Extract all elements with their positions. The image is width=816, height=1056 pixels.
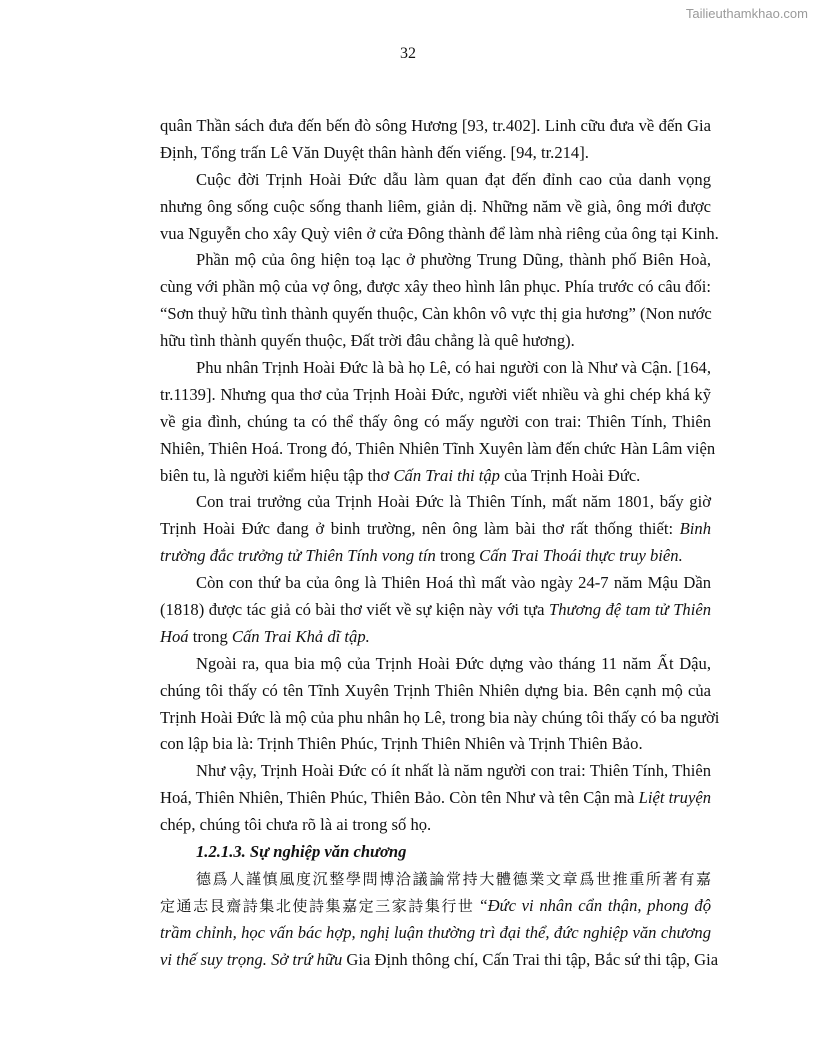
italic-text: Thương đệ tam tử Thiên: [548, 600, 711, 620]
text-segment: con lập bia là: Trịnh Thiên Phúc, Trịnh Thiên Nhiên và Trịnh Thiên Bảo.: [160, 734, 643, 754]
text-line: [160, 328, 711, 355]
paragraph: [160, 355, 716, 489]
text-segment: Phần mộ của ông hiện toạ lạc ở phường Trung Dũng, thành phố Biên Hoà,: [196, 250, 711, 270]
text-segment: Gia Định thông chí, Cấn Trai thi tập, Bắc sứ thi tập, Gia: [342, 949, 719, 969]
text-segment: cùng với phần mộ của vợ ông, được xây theo hình lân phục. Phía trước có câu đối:: [160, 277, 711, 297]
italic-text: Cấn Trai thi tập: [393, 465, 500, 485]
text-line: [160, 678, 711, 705]
text-line: [160, 839, 711, 866]
italic-text: Liệt truyện: [638, 788, 711, 808]
text-line: [160, 893, 711, 920]
text-line: [160, 140, 711, 167]
text-segment: (1818) được tác giả có bài thơ viết về sự kiện này với tựa: [160, 600, 549, 620]
text-segment: chúng tôi thấy có tên Tĩnh Xuyên Trịnh Thiên Nhiên dựng bia. Bên cạnh mộ của: [160, 680, 711, 700]
paragraph: [160, 247, 711, 355]
text-segment: nhưng ông sống cuộc sống thanh liêm, giản dị. Những năm về già, ông mới được: [160, 196, 711, 216]
text-line: [160, 194, 711, 221]
text-line: [160, 812, 711, 839]
text-segment: “: [474, 895, 488, 915]
paragraph: [160, 570, 711, 651]
chinese-text: 定通志艮齋詩集北使詩集嘉定三家詩集行世: [160, 896, 475, 915]
text-line: [160, 570, 711, 597]
text-segment: Định, Tổng trấn Lê Văn Duyệt thân hành đến viếng. [94, tr.214].: [160, 142, 589, 162]
text-line: [160, 785, 711, 812]
paragraph: [160, 651, 720, 759]
paragraph: [160, 167, 719, 248]
text-segment: Cuộc đời Trịnh Hoài Đức dẫu làm quan đạt đến đỉnh cao của danh vọng: [196, 169, 711, 189]
paragraph: [160, 113, 711, 167]
text-line: [160, 489, 711, 516]
text-segment: biên tu, là người kiểm hiệu tập thơ: [160, 465, 394, 485]
text-segment: Phu nhân Trịnh Hoài Đức là bà họ Lê, có hai người con là Như và Cận. [164,: [196, 358, 711, 378]
text-line: [160, 167, 711, 194]
italic-text: trầm chỉnh, học vấn bác hợp, nghị luận thường trì đại thể, đức nghiệp văn chương: [160, 922, 711, 942]
text-segment: Trịnh Hoài Đức là mộ của phu nhân họ Lê, trong bia này chúng tôi thấy có ba người: [160, 707, 720, 727]
italic-text: vi thế suy trọng. Sở trứ hữu: [160, 949, 343, 969]
watermark: Tailieuthamkhao.com: [685, 6, 808, 21]
text-segment: Trịnh Hoài Đức đang ở binh trường, nên ông làm bài thơ rất thống thiết:: [160, 519, 680, 539]
text-segment: Còn con thứ ba của ông là Thiên Hoá thì mất vào ngày 24-7 năm Mậu Dần: [196, 573, 711, 593]
text-line: [160, 113, 711, 140]
paragraph: [160, 489, 711, 570]
text-segment: Nhiên, Thiên Hoá. Trong đó, Thiên Nhiên Tĩnh Xuyên làm đến chức Hàn Lâm viện: [160, 438, 716, 458]
text-segment: chép, chúng tôi chưa rõ là ai trong số họ.: [160, 815, 432, 835]
text-line: [160, 866, 711, 893]
text-line: [160, 947, 719, 974]
text-segment: trong: [188, 626, 232, 646]
chinese-text: 德爲人謹慎風度沉整學問博洽議論常持大體德業文章爲世推重所著有嘉: [196, 869, 711, 888]
text-segment: trong: [435, 546, 480, 566]
italic-text: Cấn Trai Khả dĩ tập.: [231, 626, 370, 646]
text-segment: Con trai trưởng của Trịnh Hoài Đức là Thiên Tính, mất năm 1801, bấy giờ: [196, 492, 711, 512]
paragraph: [160, 758, 711, 839]
text-segment: 1.2.1.3. Sự nghiệp văn chương: [196, 842, 407, 862]
text-line: [160, 920, 711, 947]
text-line: [160, 409, 711, 436]
text-line: [160, 247, 711, 274]
text-line: [160, 436, 716, 463]
text-line: [160, 543, 711, 570]
page-number: 32: [400, 45, 416, 62]
text-line: [160, 731, 711, 758]
text-line: [160, 705, 720, 732]
text-line: [160, 463, 711, 490]
paragraph: [160, 866, 719, 974]
text-line: [160, 758, 711, 785]
italic-text: Binh: [679, 519, 711, 539]
text-line: [160, 301, 711, 328]
italic-text: Cấn Trai Thoái thực truy biên.: [479, 546, 683, 566]
text-segment: hữu tình thành quyến thuộc, Đất trời đâu chẳng là quê hương).: [160, 331, 575, 351]
text-line: [160, 274, 711, 301]
text-segment: Ngoài ra, qua bia mộ của Trịnh Hoài Đức dựng vào tháng 11 năm Ất Dậu,: [196, 653, 711, 673]
document-body: [160, 113, 720, 974]
text-segment: “Sơn thuỷ hữu tình thành quyến thuộc, Càn khôn vô vực thị gia hương” (Non nước: [160, 304, 712, 324]
text-segment: về gia đình, chúng ta có thể thấy ông có mấy người con trai: Thiên Tính, Thiên: [160, 411, 711, 431]
text-segment: Hoá, Thiên Nhiên, Thiên Phúc, Thiên Bảo. Còn tên Như và tên Cận mà: [160, 788, 639, 808]
text-line: [160, 516, 711, 543]
text-segment: Như vậy, Trịnh Hoài Đức có ít nhất là năm người con trai: Thiên Tính, Thiên: [196, 761, 711, 781]
text-line: [160, 221, 719, 248]
italic-text: Đức vi nhân cẩn thận, phong độ: [487, 895, 712, 915]
text-segment: tr.1139]. Nhưng qua thơ của Trịnh Hoài Đức, người viết nhiều và ghi chép khá kỹ: [160, 384, 711, 404]
text-line: [160, 382, 711, 409]
text-line: [160, 597, 711, 624]
section-heading: [160, 839, 711, 866]
italic-text: trường đắc trưởng tử Thiên Tính vong tín: [160, 546, 436, 566]
text-line: [160, 624, 711, 651]
italic-text: Hoá: [160, 626, 189, 646]
text-segment: vua Nguyễn cho xây Quỳ viên ở cửa Đông thành để làm nhà riêng của ông tại Kinh.: [160, 223, 719, 243]
text-segment: của Trịnh Hoài Đức.: [499, 465, 641, 485]
text-line: [160, 355, 711, 382]
text-line: [160, 651, 711, 678]
text-segment: quân Thần sách đưa đến bến đò sông Hương [93, tr.402]. Linh cữu đưa về đến Gia: [160, 116, 711, 135]
